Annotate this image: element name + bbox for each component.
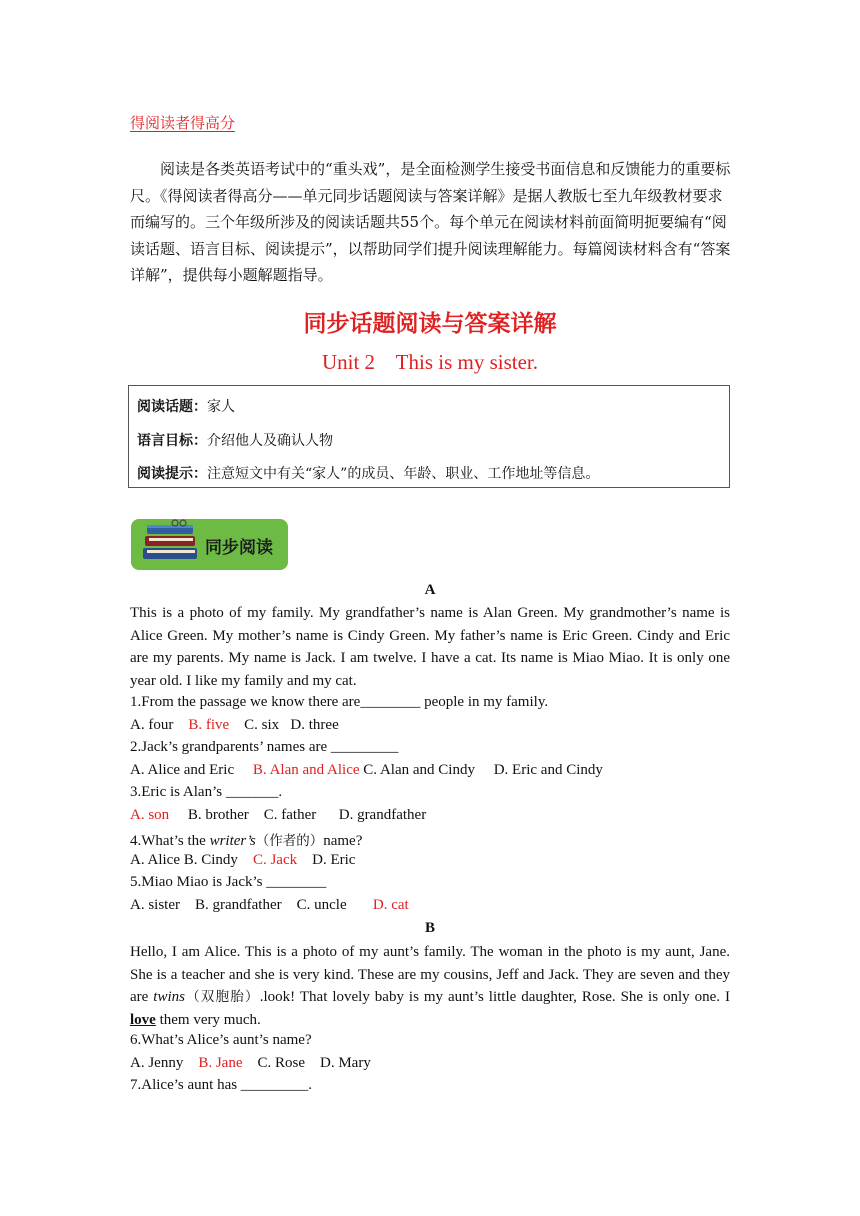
option: A. four	[130, 717, 174, 733]
option: A. Alice and Eric	[130, 762, 235, 778]
option: C. Rose	[257, 1055, 306, 1071]
header-link[interactable]: 得阅读者得高分	[130, 114, 236, 132]
passage-b-love: love	[130, 1011, 156, 1028]
option: D. three	[290, 717, 339, 733]
option: C. Alan and Cindy	[363, 762, 475, 778]
option: B. grandfather	[195, 897, 282, 913]
info-hint-row	[137, 463, 599, 483]
info-topic-value: 家人	[207, 399, 235, 415]
passage-b-twins-chinese: （双胞胎）	[184, 989, 260, 1005]
question-4-italic: writer’s	[209, 833, 256, 849]
correct-option: B. Jane	[198, 1055, 243, 1071]
main-title: 同步话题阅读与答案详解	[303, 311, 557, 337]
question-6-options	[130, 1055, 371, 1072]
option: C. six	[244, 717, 280, 733]
correct-option: B. Alan and Alice	[252, 762, 360, 778]
question-3-options	[130, 807, 426, 824]
section-a-heading: A	[424, 582, 436, 598]
question-4-suffix: name?	[323, 833, 363, 849]
option: A. sister	[130, 897, 180, 913]
option: D. Eric	[312, 852, 356, 868]
passage-b-part1: Hello, I am Alice. This is a photo of my aunt’s family. The woman in the photo is my aunt, Jane. She is a teacher and she is very kind. These are my cousins, Jeff and Jack. They are seven and they are	[130, 944, 730, 1005]
intro-paragraph: 阅读是各类英语考试中的“重头戏”，是全面检测学生接受书面信息和反馈能力的重要标尺。《得阅读者得高分——单元同步话题阅读与答案详解》是据人教版七至九年级教材要求而编写的。三个年级所涉及的阅读话题共55个。每个单元在阅读材料前面简明扼要编有“阅读话题、语言目标、阅读提示”，以帮助同学们提升阅读理解能力。每篇阅读材料含有“答案详解”，提供每小题解题指导。	[130, 160, 731, 284]
question-5: 5.Miao Miao is Jack’s ________	[130, 874, 327, 890]
question-4-chinese: （作者的）	[255, 833, 324, 849]
question-4-options	[130, 852, 355, 869]
info-topic-label: 阅读话题：	[137, 399, 207, 415]
info-topic-row	[137, 396, 235, 416]
option: D. Mary	[320, 1055, 371, 1071]
question-2: 2.Jack’s grandparents’ names are _________	[130, 739, 399, 755]
question-3: 3.Eric is Alan’s _______.	[130, 784, 283, 800]
option: B. Cindy	[183, 852, 238, 868]
section-b-passage	[130, 941, 730, 1031]
option: B. brother	[187, 807, 249, 823]
unit-title: Unit 2 This is my sister.	[321, 350, 539, 374]
question-1: 1.From the passage we know there are________ people in my family.	[130, 694, 549, 710]
info-hint-label: 阅读提示：	[137, 466, 207, 482]
question-2-options	[130, 762, 603, 779]
badge-label: 同步阅读	[205, 538, 273, 558]
question-1-options	[130, 717, 339, 734]
books-icon	[139, 519, 201, 570]
option: D. Eric and Cindy	[493, 762, 603, 778]
question-7: 7.Alice’s aunt has _________.	[130, 1077, 313, 1093]
correct-option: D. cat	[372, 897, 409, 913]
question-4-prefix: 4.What’s the	[130, 833, 210, 849]
section-a-passage: This is a photo of my family. My grandfather’s name is Alan Green. My grandmother’s name is Alice Green. My mother’s name is Cindy Green. My father’s name is Eric Green. Cindy and Eric are my parents. My name is Jack. I am twelve. I have a cat. Its name is Miao Miao. It is only one year old. I like my family and my cat.	[130, 605, 730, 689]
info-goal-value: 介绍他人及确认人物	[207, 433, 333, 449]
correct-option: A. son	[130, 807, 170, 823]
question-4	[130, 829, 362, 850]
option: A. Alice	[130, 852, 180, 868]
option: A. Jenny	[130, 1055, 184, 1071]
passage-b-part2: .look! That lovely baby is my aunt’s little daughter, Rose. She is only one. I	[259, 989, 731, 1005]
question-5-options	[130, 897, 409, 914]
sync-reading-badge	[131, 519, 288, 570]
passage-b-part3: them very much.	[155, 1011, 261, 1028]
info-goal-label: 语言目标：	[137, 433, 207, 449]
section-b-heading: B	[424, 920, 435, 936]
correct-option: B. five	[188, 717, 230, 733]
info-hint-value: 注意短文中有关“家人”的成员、年龄、职业、工作地址等信息。	[207, 466, 600, 482]
option: C. father	[263, 807, 317, 823]
passage-b-twins: twins	[153, 989, 185, 1005]
option: C. uncle	[296, 897, 347, 913]
correct-option: C. Jack	[252, 852, 298, 868]
question-6: 6.What’s Alice’s aunt’s name?	[130, 1032, 312, 1048]
info-goal-row	[137, 430, 333, 450]
option: D. grandfather	[338, 807, 427, 823]
info-box	[128, 385, 730, 488]
